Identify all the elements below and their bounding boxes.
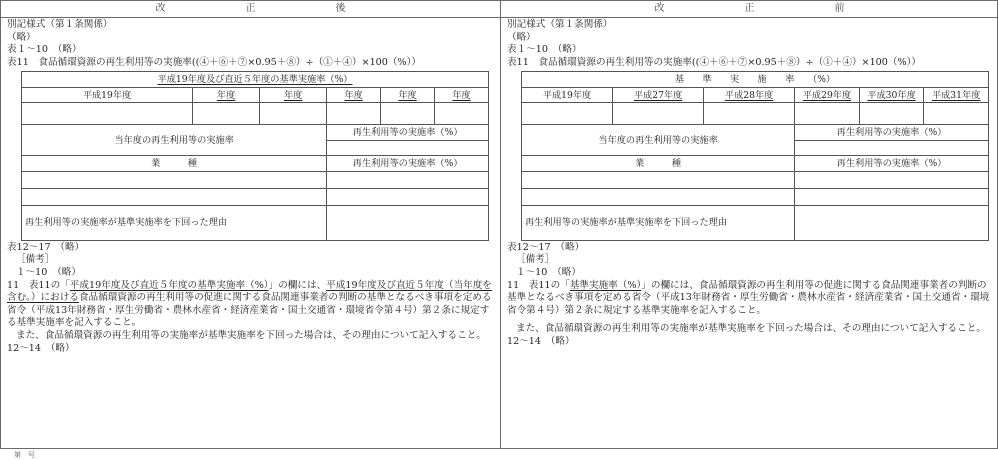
empty-cell <box>795 205 989 240</box>
header-char: 正 <box>245 3 256 14</box>
current-rate-label: 当年度の再生利用等の実施率 <box>522 125 795 156</box>
empty-cell <box>704 103 795 125</box>
column-header-before <box>501 1 998 18</box>
empty-cell <box>22 171 327 188</box>
year-cell: 平成29年度 <box>795 87 860 103</box>
base-rate-header: 平成19年度及び直近５年度の基準実施率（%） <box>22 72 489 88</box>
rate-label: 再生利用等の実施率（%） <box>795 125 989 141</box>
remark-12-14: 12～14 （略） <box>507 336 575 348</box>
year-cell: 平成19年度 <box>522 87 613 103</box>
year-cell: 平成19年度 <box>22 87 193 103</box>
column-after-revision <box>1 1 500 448</box>
year-cell: 年度 <box>381 87 435 103</box>
empty-cell <box>859 103 924 125</box>
empty-cell <box>522 188 795 205</box>
empty-cell <box>522 103 613 125</box>
rate-label: 再生利用等の実施率（%） <box>327 125 489 141</box>
year-cell: 平成28年度 <box>704 87 795 103</box>
empty-cell <box>613 103 704 125</box>
column-header-after <box>1 1 500 18</box>
header-char: 前 <box>834 3 845 14</box>
omitted-note: （略） <box>7 31 36 43</box>
tables-12-17-note: 表12～17 （略） <box>7 241 85 253</box>
column-body-after <box>1 18 500 355</box>
form-title: 別記様式（第１条関係） <box>507 19 613 30</box>
empty-cell <box>260 103 327 125</box>
header-char: 改 <box>155 3 166 14</box>
tables-1-10-note: 表１～10 （略） <box>507 44 582 56</box>
base-rate-header: 基 準 実 施 率 （%） <box>522 72 989 88</box>
year-cell: 年度 <box>260 87 327 103</box>
footer-fragment: 第 号 <box>14 451 35 459</box>
empty-cell <box>795 171 989 188</box>
empty-cell <box>193 103 260 125</box>
empty-cell <box>522 171 795 188</box>
form-title: 別記様式（第１条関係） <box>7 19 113 30</box>
industry-label: 業 種 <box>522 156 795 172</box>
header-char: 正 <box>744 3 755 14</box>
remarks-heading: ［備考］ <box>516 254 555 266</box>
table-11-form <box>21 71 489 241</box>
tables-1-10-note: 表１～10 （略） <box>7 44 82 56</box>
remark-11: 11 表11の「平成19年度及び直近５年度の基準実施率（%）」の欄には、平成19年度及び直近５年度（当年度を含む。）における食品循環資源の再生利用等の促進に関する食品関連事業者の判断の基準となるべき事項を定める省令（平成13年財務省・厚生労働省・農林水産省・経済産業省・国土交通省・環境省令第４号）第２条に規定する基準実施率を記入すること。 <box>7 279 492 329</box>
header-char: 改 <box>654 3 665 14</box>
year-cell: 年度 <box>327 87 381 103</box>
omitted-note: （略） <box>507 31 536 43</box>
remarks-heading: ［備考］ <box>16 254 55 266</box>
empty-cell <box>795 188 989 205</box>
empty-cell <box>327 205 489 240</box>
year-cell: 年度 <box>435 87 489 103</box>
remark-12-14: 12～14 （略） <box>7 342 75 354</box>
remark-11: 11 表11の「基準実施率（%）」の欄には、食品循環資源の再生利用等の促進に関する食品関連事業者の判断の基準となるべき事項を定める省令（平成13年財務省・厚生労働省・農林水産省・経済産業省・国土交通省・環境省令第４号）第２条に規定する基準実施率を記入すること。 <box>507 279 990 316</box>
year-cell: 平成27年度 <box>613 87 704 103</box>
empty-cell <box>327 188 489 205</box>
year-cell: 平成30年度 <box>859 87 924 103</box>
empty-cell <box>327 103 381 125</box>
table-11-title: 表11 食品循環資源の再生利用等の実施率((④＋⑥＋⑦×0.95＋⑧）÷（①＋④）×100（%）） <box>507 56 921 68</box>
empty-cell <box>795 103 860 125</box>
industry-label: 業 種 <box>22 156 327 172</box>
column-before-revision <box>500 1 998 448</box>
remark-11-supplement: また、食品循環資源の再生利用等の実施率が基準実施率を下回った場合は、その理由について記入すること。 <box>516 323 986 335</box>
current-rate-label: 当年度の再生利用等の実施率 <box>22 125 327 156</box>
remark-11-supplement: また、食品循環資源の再生利用等の実施率が基準実施率を下回った場合は、その理由について記入すること。 <box>16 330 486 342</box>
table-11-form <box>521 71 989 241</box>
empty-cell <box>924 103 989 125</box>
table-11-title: 表11 食品循環資源の再生利用等の実施率((④＋⑥＋⑦×0.95＋⑧）÷（①＋④）×100（%）） <box>7 56 421 68</box>
industry-rate-label: 再生利用等の実施率（%） <box>327 156 489 172</box>
remark-1-10: １～10 （略） <box>16 267 81 279</box>
empty-cell <box>435 103 489 125</box>
empty-cell <box>327 140 489 156</box>
empty-cell <box>381 103 435 125</box>
tables-12-17-note: 表12～17 （略） <box>507 241 585 253</box>
empty-cell <box>327 171 489 188</box>
empty-cell <box>22 103 193 125</box>
remark-1-10: １～10 （略） <box>516 267 581 279</box>
year-cell: 平成31年度 <box>924 87 989 103</box>
empty-cell <box>22 188 327 205</box>
column-body-before <box>501 18 998 349</box>
year-cell: 年度 <box>193 87 260 103</box>
empty-cell <box>795 140 989 156</box>
header-char: 後 <box>335 3 346 14</box>
reason-label: 再生利用等の実施率が基準実施率を下回った理由 <box>522 205 795 240</box>
industry-rate-label: 再生利用等の実施率（%） <box>795 156 989 172</box>
reason-label: 再生利用等の実施率が基準実施率を下回った理由 <box>22 205 327 240</box>
